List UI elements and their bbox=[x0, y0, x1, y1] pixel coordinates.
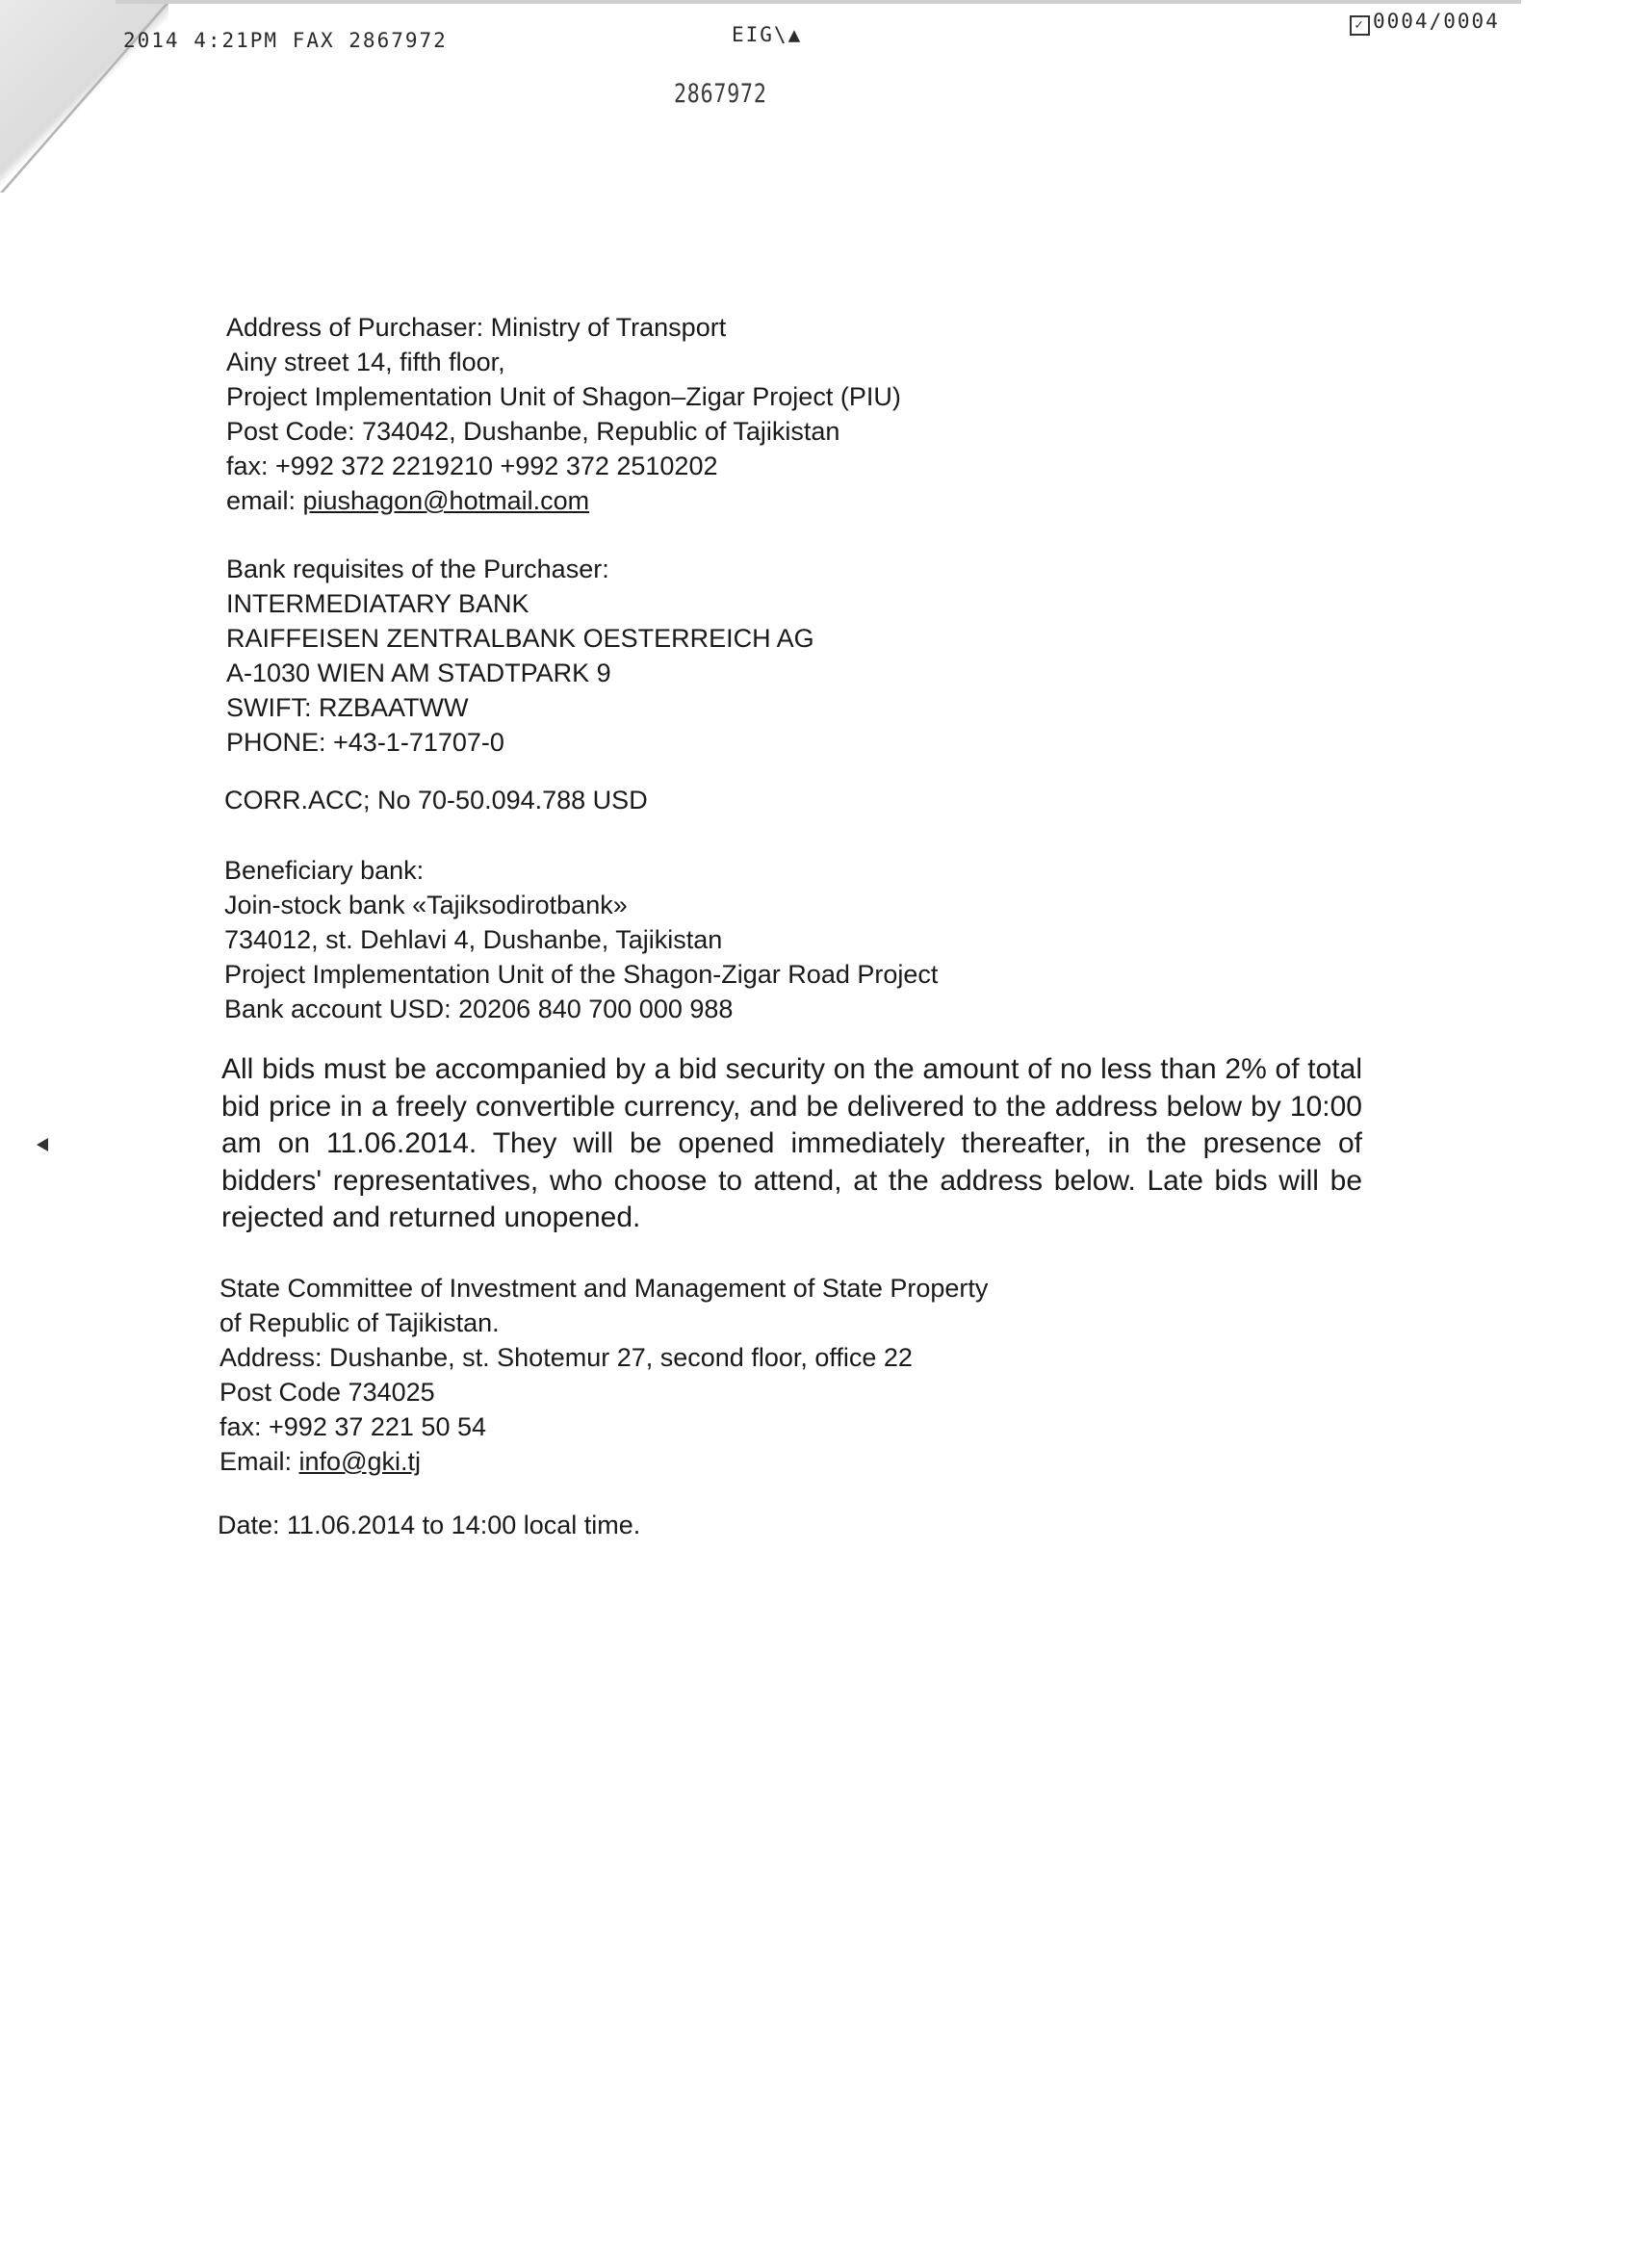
fax-header-timestamp: 2014 4:21PM FAX 2867972 bbox=[123, 29, 448, 52]
bank-heading: Bank requisites of the Purchaser: bbox=[226, 555, 609, 583]
purchaser-address-block bbox=[226, 310, 901, 518]
committee-post: Post Code 734025 bbox=[219, 1378, 435, 1407]
beneficiary-heading: Beneficiary bank: bbox=[224, 856, 425, 885]
purchaser-street: Ainy street 14, fifth floor, bbox=[226, 348, 505, 376]
beneficiary-bank-block bbox=[224, 853, 938, 1026]
bank-requisites-block bbox=[226, 552, 814, 760]
corr-account: CORR.ACC; No 70-50.094.788 USD bbox=[224, 786, 648, 814]
committee-fax: fax: +992 37 221 50 54 bbox=[219, 1412, 486, 1441]
purchaser-email-line bbox=[226, 483, 901, 518]
beneficiary-name: Join-stock bank «Tajiksodirotbank» bbox=[224, 891, 628, 919]
checkbox-icon: ✓ bbox=[1350, 15, 1370, 36]
beneficiary-address: 734012, st. Dehlavi 4, Dushanbe, Tajikistan bbox=[224, 925, 723, 954]
purchaser-unit: Project Implementation Unit of Shagon–Zigar Project (PIU) bbox=[226, 382, 901, 411]
bank-swift: SWIFT: RZBAATWW bbox=[226, 693, 469, 722]
submission-date: Date: 11.06.2014 to 14:00 local time. bbox=[218, 1511, 641, 1539]
bank-name: RAIFFEISEN ZENTRALBANK OESTERREICH AG bbox=[226, 624, 814, 653]
fax-header-sender: EIG\▲ bbox=[732, 23, 803, 46]
committee-email-link[interactable]: info@gki.tj bbox=[298, 1447, 421, 1476]
corr-account-block bbox=[224, 783, 648, 817]
purchaser-post: Post Code: 734042, Dushanbe, Republic of Tajikistan bbox=[226, 417, 840, 446]
purchaser-heading: Address of Purchaser: Ministry of Transport bbox=[226, 313, 727, 342]
committee-email-label: Email: bbox=[219, 1447, 299, 1476]
purchaser-email-link[interactable]: piushagon@hotmail.com bbox=[302, 486, 590, 515]
committee-country: of Republic of Tajikistan. bbox=[219, 1308, 500, 1337]
bid-submission-paragraph: All bids must be accompanied by a bid security on the amount of no less than 2% of total bid price in a freely convertible currency, and be delivered to the address below by 10:00 am on 11.06.2014. They will be opened immediately thereafter, in the presence of bidders' representatives, who choose to attend, at the address below. Late bids will be rejected and returned unopened. bbox=[221, 1053, 1362, 1233]
left-arrow-icon bbox=[37, 1138, 48, 1151]
bank-phone: PHONE: +43-1-71707-0 bbox=[226, 728, 504, 757]
fax-header-page-count bbox=[1350, 10, 1500, 36]
committee-address-block bbox=[219, 1271, 988, 1479]
beneficiary-unit: Project Implementation Unit of the Shagon-Zigar Road Project bbox=[224, 960, 939, 989]
bank-intermediary: INTERMEDIATARY BANK bbox=[226, 589, 529, 618]
purchaser-fax: fax: +992 372 2219210 +992 372 2510202 bbox=[226, 452, 718, 480]
committee-address: Address: Dushanbe, st. Shotemur 27, second floor, office 22 bbox=[219, 1343, 913, 1372]
purchaser-email-label: email: bbox=[226, 486, 303, 515]
committee-email-line bbox=[219, 1444, 988, 1479]
fax-number-stamp: 2867972 bbox=[674, 79, 767, 109]
committee-name: State Committee of Investment and Management of State Property bbox=[219, 1274, 989, 1303]
date-block bbox=[218, 1508, 640, 1542]
top-edge-line bbox=[116, 0, 1521, 4]
beneficiary-account: Bank account USD: 20206 840 700 000 988 bbox=[224, 995, 734, 1023]
page-count: 0004/0004 bbox=[1373, 10, 1500, 33]
bank-address: A-1030 WIEN AM STADTPARK 9 bbox=[226, 659, 611, 687]
